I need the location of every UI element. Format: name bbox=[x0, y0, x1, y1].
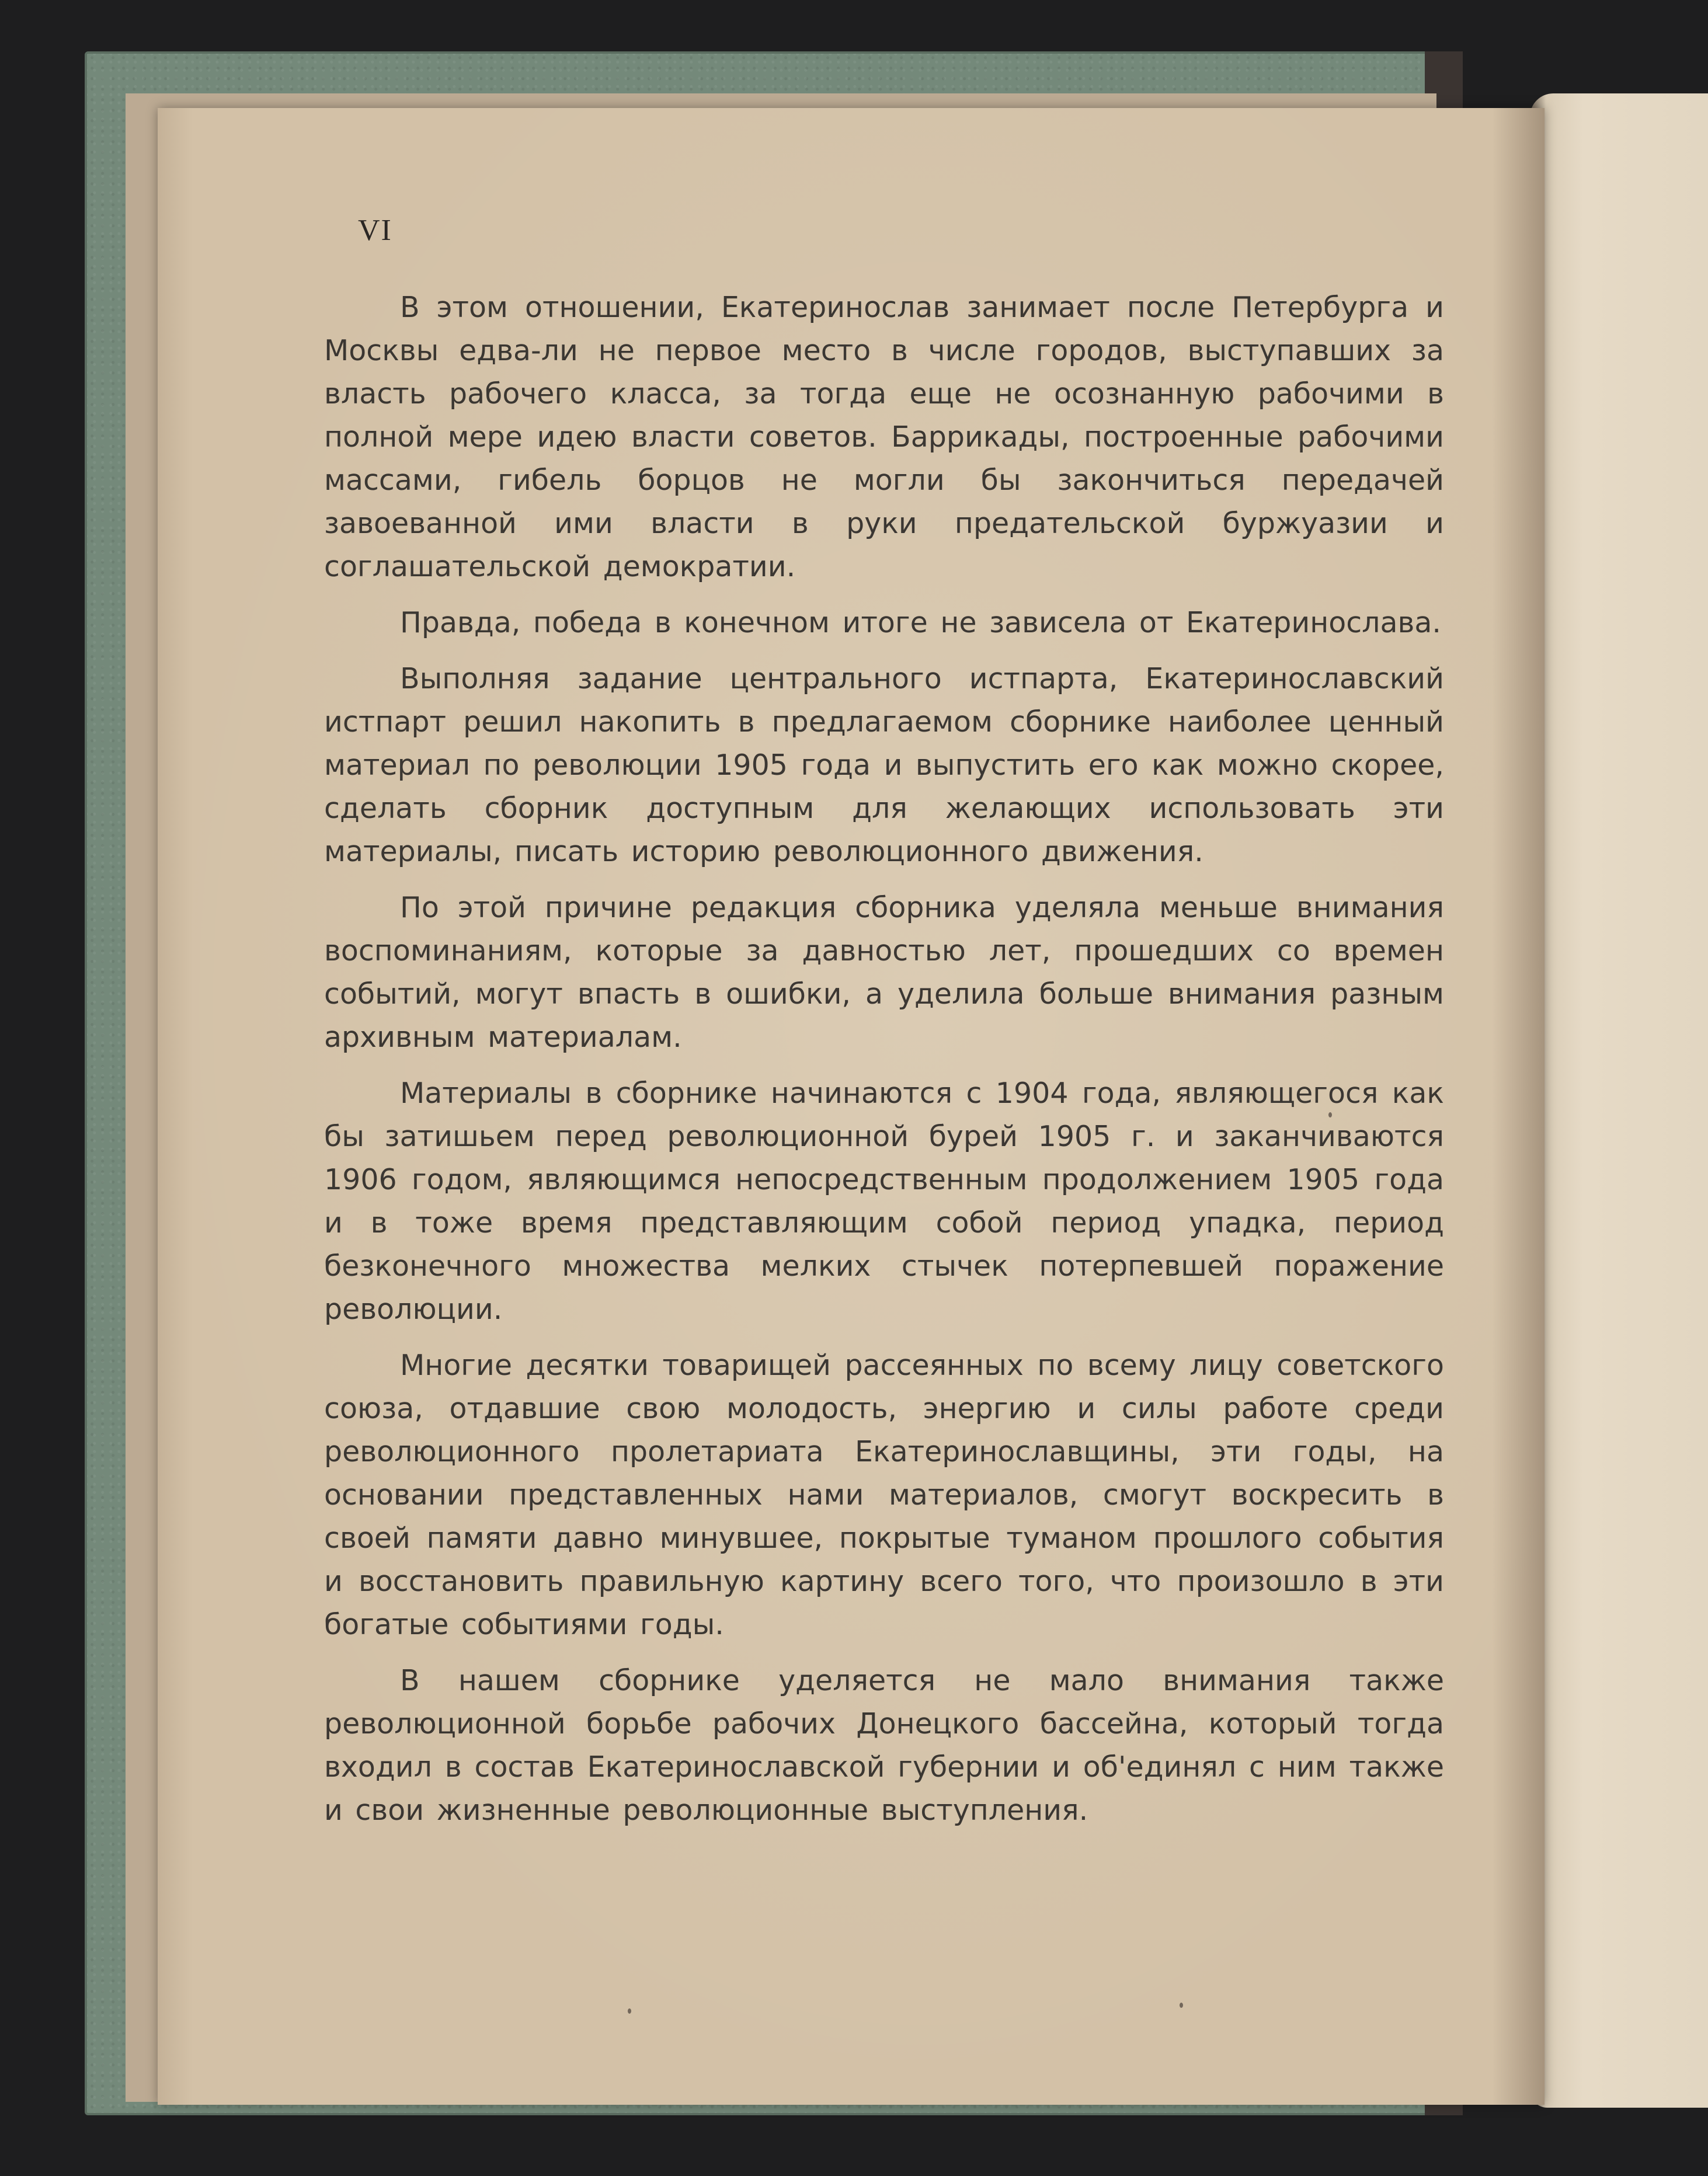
page-text bbox=[324, 286, 1444, 1845]
paper-speck bbox=[628, 2008, 631, 2014]
paragraph-6: Многие десятки товарищей рассеянных по всему лицу советского союза, отдавшие свою молодость, энергию и силы работе среди революционного пролетариата Екатеринославщины, эти годы, на основании представленных нами материалов, смогут воскресить в своей памяти давно минувшее, покрытые туманом прошлого события и восстановить правильную картину всего того, что произошло в эти богатые событиями годы. bbox=[324, 1349, 1444, 1641]
page-number: VI bbox=[358, 214, 392, 247]
paper-speck bbox=[1180, 2003, 1183, 2008]
paragraph-2: Правда, победа в конечном итоге не зависела от Екатеринослава. bbox=[400, 606, 1442, 639]
paragraph-3: Выполняя задание центрального истпарта, Екатеринославский истпарт решил накопить в предлагаемом сборнике наиболее ценный материал по революции 1905 года и выпустить его как можно скорее, сделать сборник доступным для желающих использовать эти материалы, писать историю революционного движения. bbox=[324, 662, 1444, 868]
paragraph-5: Материалы в сборнике начинаются с 1904 года, являющегося как бы затишьем перед революционной бурей 1905 г. и заканчиваются 1906 годом, являющимся непосредственным продолжением 1905 года и в тоже время представляющим собой период упадка, период безконечного множества мелких стычек потерпевшей поражение революции. bbox=[324, 1077, 1444, 1326]
paragraph-1: В этом отношении, Екатеринослав занимает после Петербурга и Москвы едва-ли не первое место в числе городов, выступавших за власть рабочего класса, за тогда еще не осознанную рабочими в полной мере идею власти советов. Баррикады, построенные рабочими массами, гибель борцов не могли бы закончиться передачей завоеванной ими власти в руки предательской буржуазии и соглашательской демократии. bbox=[324, 291, 1444, 583]
paragraph-7: В нашем сборнике уделяется не мало внимания также революционной борьбе рабочих Донецкого бассейна, который тогда входил в состав Екатеринославской губернии и об'единял с ним также и свои жизненные революционные выступления. bbox=[324, 1664, 1444, 1827]
facing-page bbox=[1530, 93, 1708, 2108]
paper-speck bbox=[1328, 1112, 1332, 1117]
paragraph-4: По этой причине редакция сборника уделяла меньше внимания воспоминаниям, которые за давностью лет, прошедших со времен событий, могут впасть в ошибки, а уделила больше внимания разным архивным материалам. bbox=[324, 891, 1444, 1054]
